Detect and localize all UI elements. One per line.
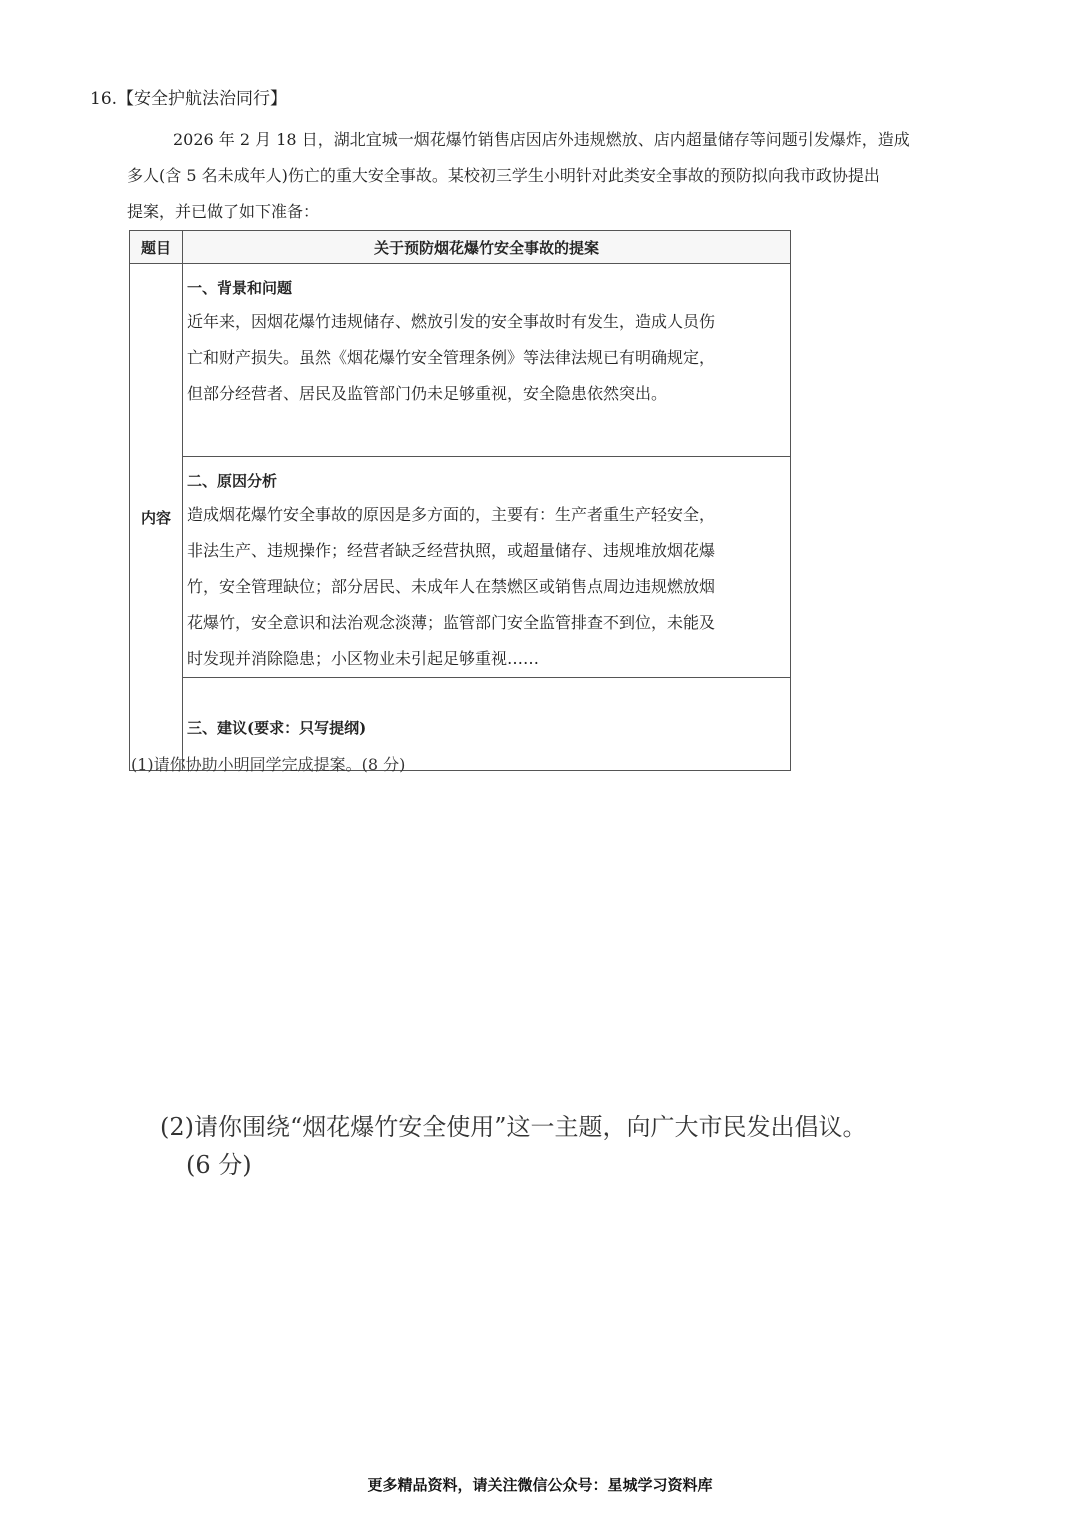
proposal-table (129, 230, 791, 771)
section1-line: 但部分经营者、居民及监管部门仍未足够重视，安全隐患依然突出。 (187, 384, 668, 403)
section1-body (187, 304, 790, 412)
question-intro (127, 122, 989, 230)
section2-line: 时发现并消除隐患；小区物业未引起足够重视…… (187, 649, 540, 668)
content-label-cell: 内容 (130, 264, 183, 771)
section-cause-analysis (183, 457, 791, 678)
section2-line: 竹，安全管理缺位；部分居民、未成年人在禁燃区或销售点周边违规燃放烟 (187, 577, 716, 596)
sub-question-1: (1)请你协助小明同学完成提案。(8 分) (131, 755, 406, 774)
sub-question-2 (160, 1108, 867, 1184)
question-title: 16.【安全护航法治同行】 (90, 89, 288, 109)
proposal-header-row (130, 231, 791, 264)
section1-line: 近年来，因烟花爆竹违规储存、燃放引发的安全事故时有发生，造成人员伤 (187, 312, 716, 331)
section2-body (187, 497, 790, 677)
section3-heading: 三、建议(要求：只写提纲) (187, 719, 367, 737)
section1-line: 亡和财产损失。虽然《烟花爆竹安全管理条例》等法律法规已有明确规定， (187, 348, 716, 367)
section2-line: 花爆竹，安全意识和法治观念淡薄；监管部门安全监管排查不到位，未能及 (187, 613, 716, 632)
intro-line-1: 2026 年 2 月 18 日，湖北宜城一烟花爆竹销售店因店外违规燃放、店内超量储存等问题引发爆炸，造成 (173, 130, 910, 149)
header-label-cell: 题目 (130, 231, 183, 264)
sub-question-2-line-1: (2)请你围绕“烟花爆竹安全使用”这一主题，向广大市民发出倡议。 (160, 1113, 867, 1141)
section2-line: 造成烟花爆竹安全事故的原因是多方面的，主要有：生产者重生产轻安全， (187, 505, 716, 524)
sub-question-2-line-2: (6 分) (186, 1151, 252, 1179)
page-footer: 更多精品资料，请关注微信公众号：星城学习资料库 (367, 1476, 713, 1494)
section-background (183, 264, 791, 457)
proposal-section1-row (130, 264, 791, 457)
header-title-cell: 关于预防烟花爆竹安全事故的提案 (183, 231, 791, 264)
intro-line-2: 多人(含 5 名未成年人)伤亡的重大安全事故。某校初三学生小明针对此类安全事故的预防拟向我市政协提出 (127, 166, 880, 185)
section2-line: 非法生产、违规操作；经营者缺乏经营执照，或超量储存、违规堆放烟花爆 (187, 541, 716, 560)
proposal-section2-row (130, 457, 791, 678)
section1-heading: 一、背景和问题 (187, 279, 293, 297)
intro-line-3: 提案，并已做了如下准备： (127, 202, 320, 221)
section2-heading: 二、原因分析 (187, 472, 278, 490)
